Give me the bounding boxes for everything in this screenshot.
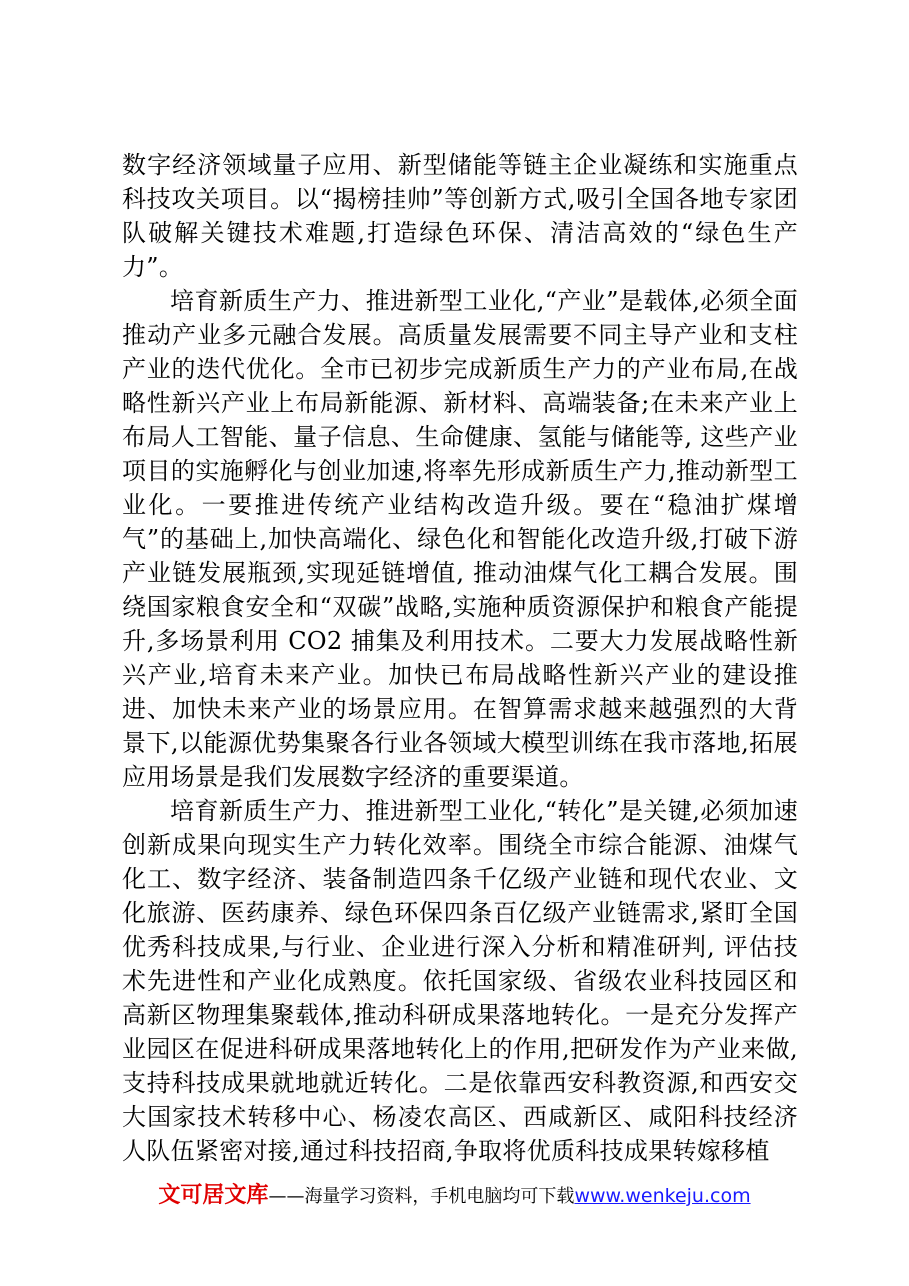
paragraph-2: 培育新质生产力、推进新型工业化,“产业”是载体,必须全面推动产业多元融合发展。高质量发展需要不同主导产业和支柱产业的迭代优化。全市已初步完成新质生产力的产业布局,在战略性新兴产业上布局新能源、新材料、高端装备;在未来产业上布局人工智能、量子信息、生命健康、氢能与储能等, 这些产业项目的实施孵化与创业加速,将率先形成新质生产力,推动新型工业化。一要推进传统产业结构改造升级。要在“稳油扩煤增气”的基础上,加快高端化、绿色化和智能化改造升级,打破下游产业链发展瓶颈,实现延链增值, 推动油煤气化工耦合发展。围绕国家粮食安全和“双碳”战略,实施种质资源保护和粮食产能提升,多场景利用 CO2 捕集及利用技术。二要大力发展战略性新兴产业,培育未来产业。加快已布局战略性新兴产业的建设推进、加快未来产业的场景应用。在智算需求越来越强烈的大背景下,以能源优势集聚各行业各领域大模型训练在我市落地,拓展应用场景是我们发展数字经济的重要渠道。 xyxy=(122,287,798,791)
footer-tagline: ——海量学习资料，手机电脑均可下载 xyxy=(268,1186,575,1207)
footer-url-link[interactable]: www.wenkeju.com xyxy=(574,1185,751,1207)
document-body xyxy=(122,148,798,1168)
footer-brand: 文可居文库 xyxy=(158,1183,269,1208)
paragraph-1: 数字经济领域量子应用、新型储能等链主企业凝练和实施重点科技攻关项目。以“揭榜挂帅”等创新方式,吸引全国各地专家团队破解关键技术难题,打造绿色环保、清洁高效的“绿色生产力”。 xyxy=(122,151,798,281)
footer-banner xyxy=(0,1178,909,1209)
paragraph-3: 培育新质生产力、推进新型工业化,“转化”是关键,必须加速创新成果向现实生产力转化效率。围绕全市综合能源、油煤气化工、数字经济、装备制造四条千亿级产业链和现代农业、文化旅游、医药康养、绿色环保四条百亿级产业链需求,紧盯全国优秀科技成果,与行业、企业进行深入分析和精准研判, 评估技术先进性和产业化成熟度。依托国家级、省级农业科技园区和高新区物理集聚载体,推动科研成果落地转化。一是充分发挥产业园区在促进科研成果落地转化上的作用,把研发作为产业来做,支持科技成果就地就近转化。二是依靠西安科教资源,和西安交大国家技术转移中心、杨凌农高区、西咸新区、咸阳科技经济人队伍紧密对接,通过科技招商,争取将优质科技成果转嫁移植 xyxy=(122,797,798,1165)
